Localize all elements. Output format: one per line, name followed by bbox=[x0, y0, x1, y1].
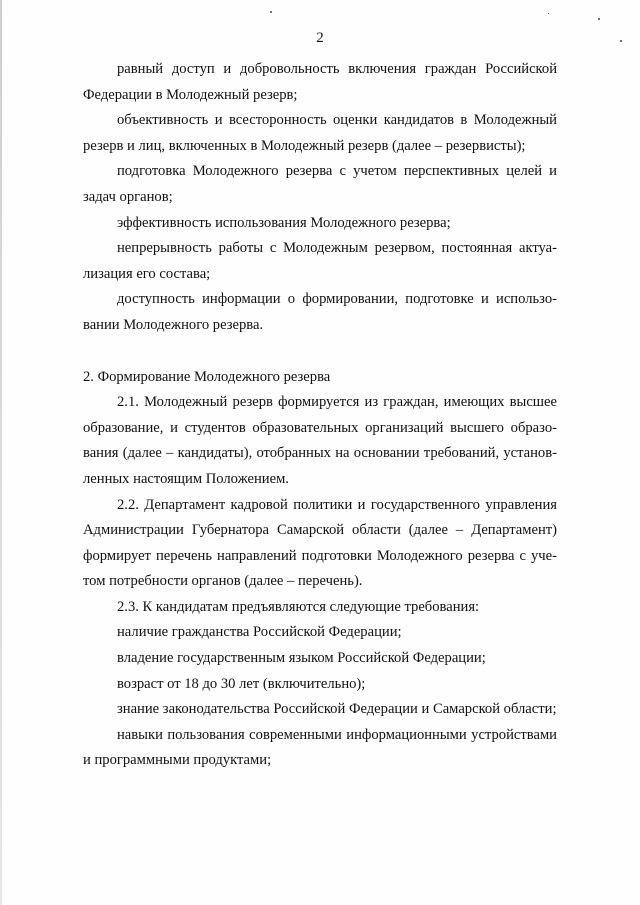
paragraph: эффективность использования Молодежного резерва; bbox=[117, 214, 451, 231]
page-number: 2 bbox=[316, 30, 324, 46]
scan-edge bbox=[0, 0, 2, 905]
scan-dot bbox=[548, 13, 549, 14]
paragraph: возраст от 18 до 30 лет (включительно); bbox=[117, 675, 366, 692]
paragraph: объективность и всесторонность оценки кандидатов в Молодежный резерв и лиц, включенных в Молодежный резерв (далее – резервисты); bbox=[83, 112, 557, 154]
paragraph: наличие гражданства Российской Федерации; bbox=[117, 624, 402, 641]
paragraph: 2.1. Молодежный резерв формируется из граждан, имеющих высшее образование, и студентов образовательных организаций высшего образования (далее – кандидаты), отобранных на основании требований, установленных настоящим Положением. bbox=[83, 394, 557, 487]
scan-dot bbox=[598, 18, 600, 20]
paragraph: непрерывность работы с Молодежным резервом, постоянная актуализация его состава; bbox=[83, 240, 557, 282]
paragraph: знание законодательства Российской Федерации и Самарской области; bbox=[117, 701, 557, 718]
document-body bbox=[83, 57, 557, 774]
paragraph: подготовка Молодежного резерва с учетом перспективных целей и задач органов; bbox=[83, 163, 557, 205]
scan-dot bbox=[270, 11, 272, 13]
paragraph: доступность информации о формировании, подготовке и использовании Молодежного резерва. bbox=[83, 291, 557, 333]
paragraph: равный доступ и добровольность включения граждан Российской Федерации в Молодежный резерв; bbox=[83, 61, 557, 103]
paragraph: 2.2. Департамент кадровой политики и государственного управления Администрации Губернатора Самарской области (далее – Департамент) формирует перечень направлений подготовки Молодежного резерва с учетом потребности органов (далее – перечень). bbox=[83, 496, 557, 590]
paragraph: владение государственным языком Российской Федерации; bbox=[117, 650, 486, 667]
paragraph: навыки пользования современными информационными устройствами и программными продуктами; bbox=[83, 726, 557, 769]
paragraph: 2.3. К кандидатам предъявляются следующие требования: bbox=[117, 598, 480, 615]
section-heading: 2. Формирование Молодежного резерва bbox=[83, 368, 331, 385]
